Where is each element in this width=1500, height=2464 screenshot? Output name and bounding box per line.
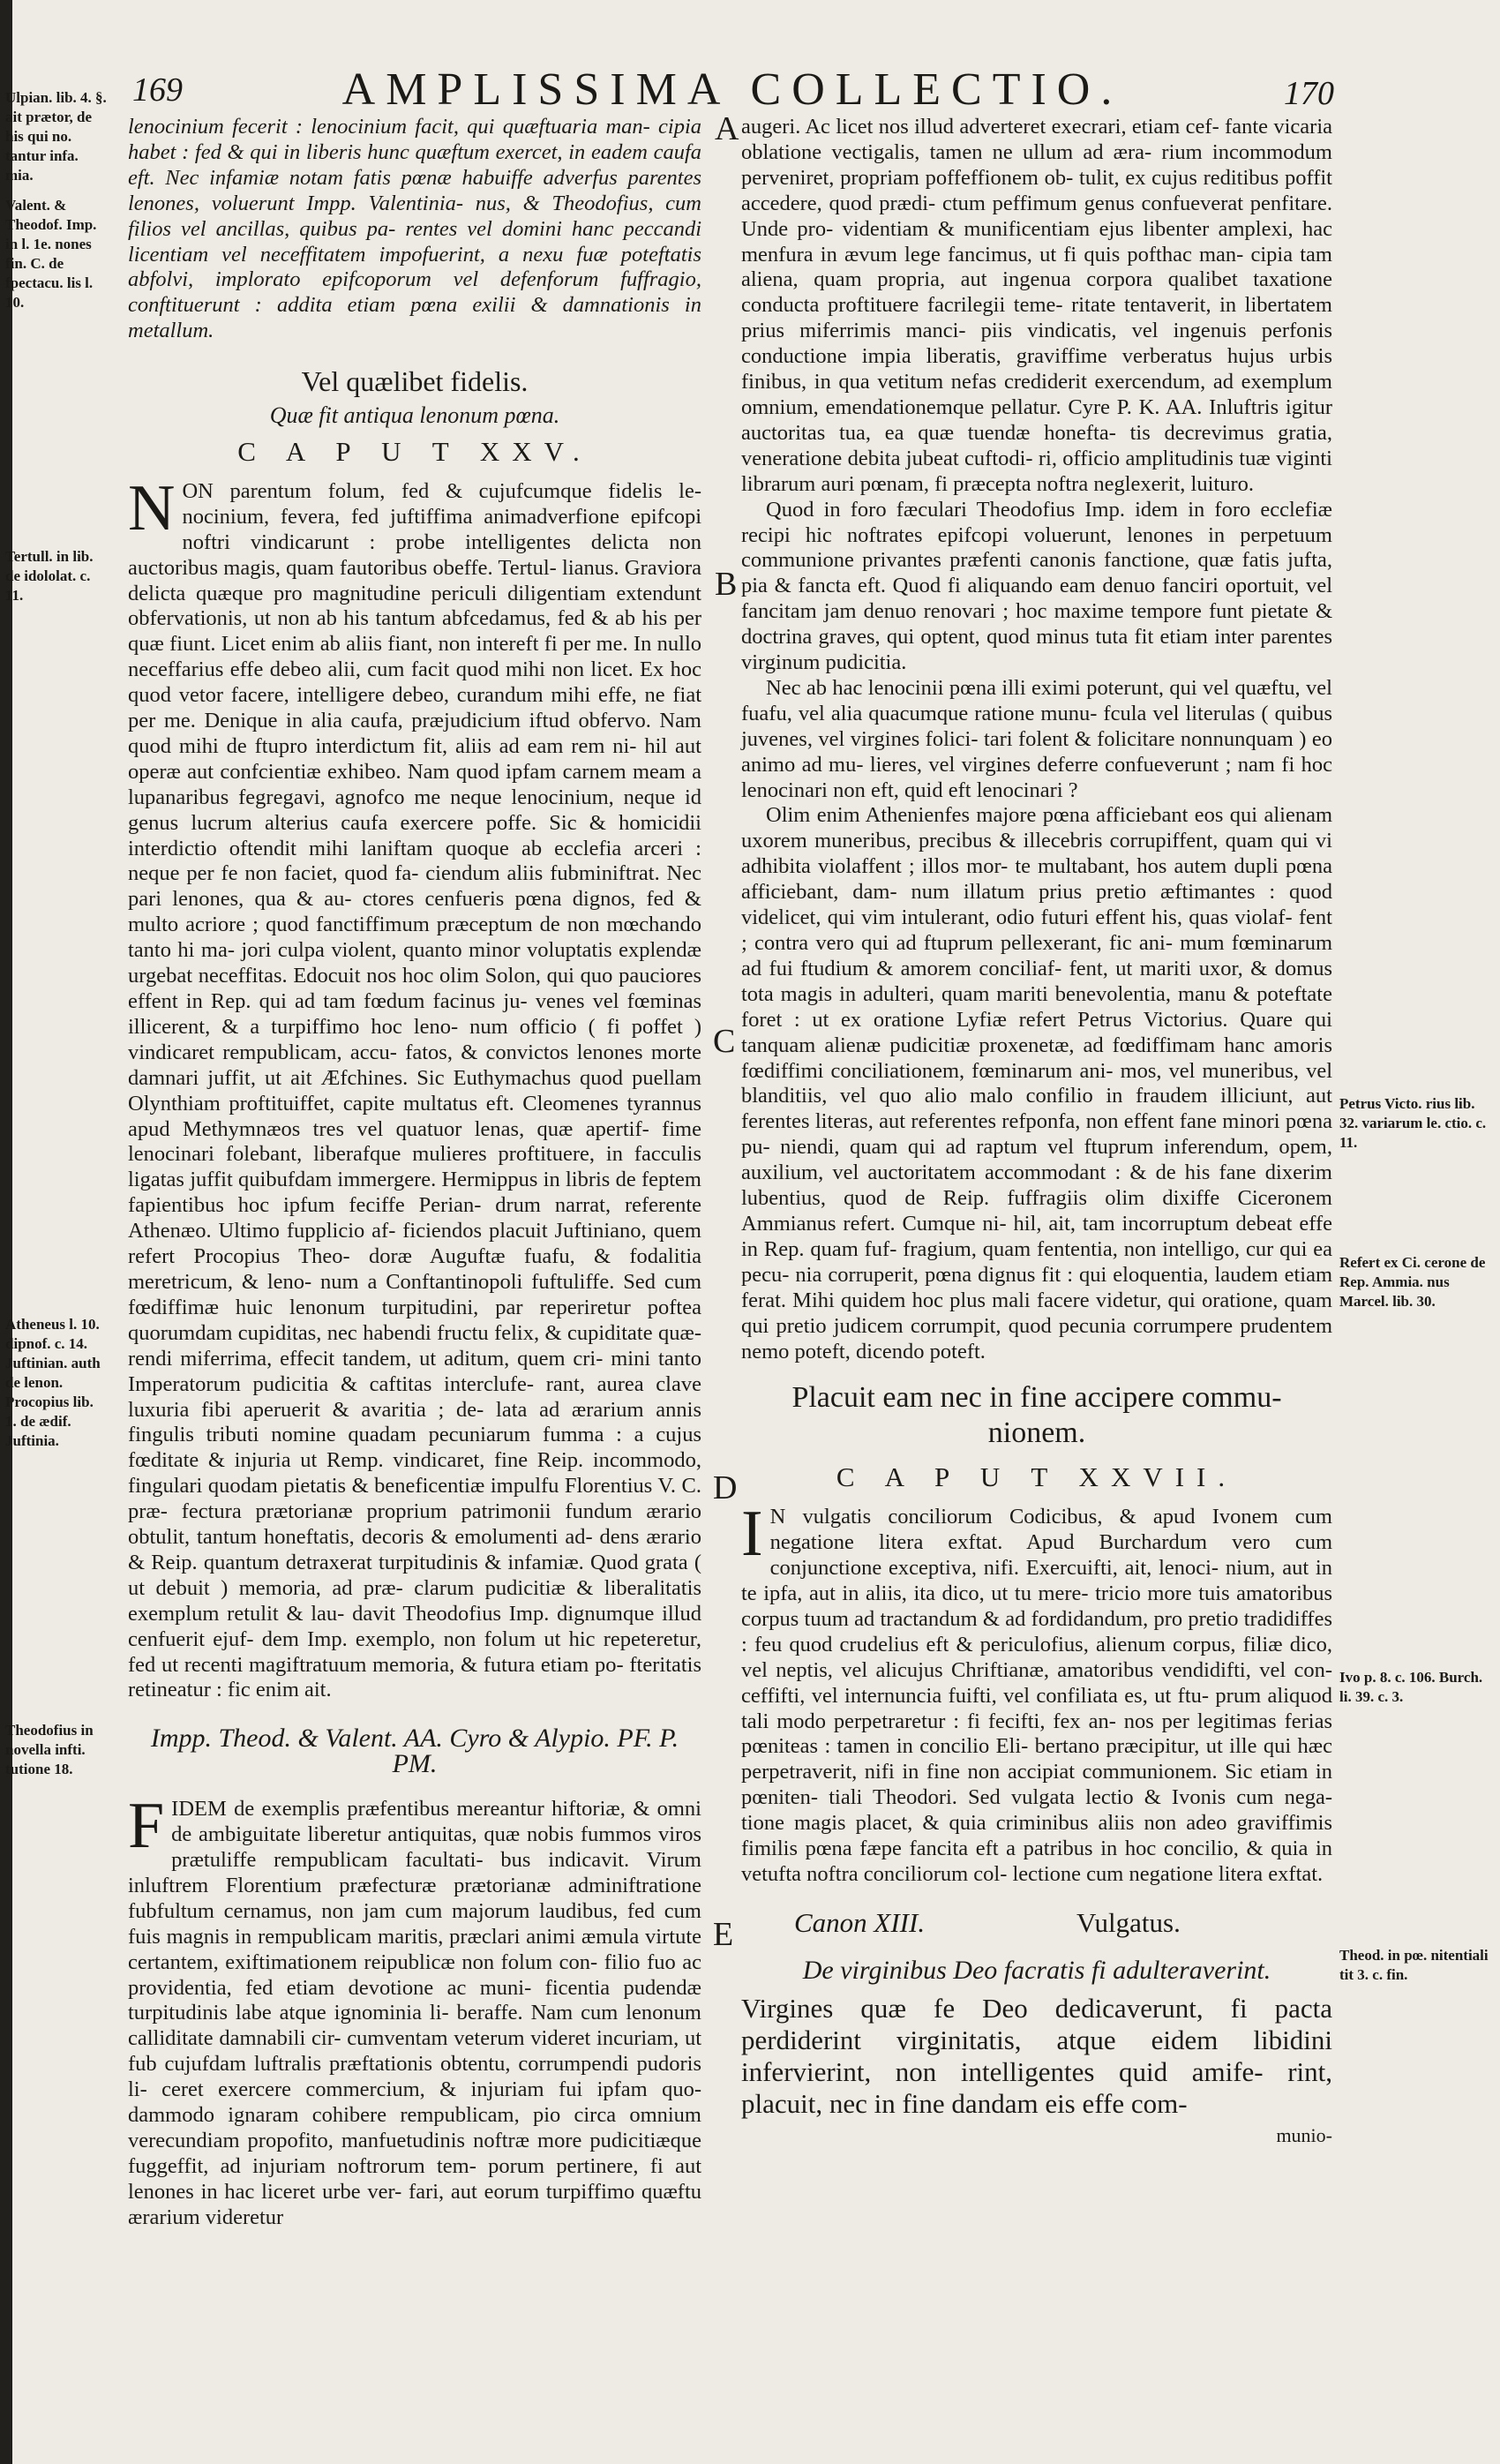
margin-note: Atheneus l. 10. dipnof. c. 14. Juftinian. auth de lenon. Procopius lib. 1. de ædif. Juftinia. — [5, 1316, 101, 1449]
paragraph: Olim enim Athenienfes majore pœna afficiebant eos qui alienam uxorem muneribus, precibus & illecebris corrupiffent, quam qui vi adhibita violaffent ; illos mor- te multabant, hos autem dupli pœna afficiebant, dam- num illatum prius pretio æftimantes : quod videlicet, qui vim intulerant, odio futuri effent his, quas violaf- fent ; contra vero qui ad ftuprum pellexerant, fic ani- mum fœminarum ad fui ftudium & amorem conciliaf- fent, ut mariti uxor, & domus tota magis in adulteri, quam mariti benevolentia, manu & poteftate foret : ut ex oratione Lyfiæ refert Petrus Victorius. Quare qui tanquam alienæ pudicitiæ proxenetæ, ad fœdiffimam hanc amoris fœdiffimi conciliationem, fœminarum ani- mos, vel muneribus, vel blanditiis, vel quo alio malo confilio in fraudem illiciunt, aut ferentes literas, aut referentes refponfa, non effent fane minori pœna pu- niendi, quam qui ad raptum vel ftuprum inferendum, opem, auxilium, vel auctoritatem accommodant : & de his fane dixerim lubentius, quod de Reip. fuffragiis olim dixiffe Ciceronem Ammianus refert. Cumque ni- hil, ait, tam incorruptum debeat effe in Rep. quam fuf- fragium, quam fententia, non intelligo, cur qui ea pecu- nia corruperit, pœna dignus fit : qui eloquentia, laudem etiam ferat. Mihi quidem hoc plus mali facere videtur, qui oratione, quam qui pretio judicem corrumpit, quod pecunia corrumpere prudentem nemo poteft, dicendo poteft. — [741, 803, 1332, 1363]
section-marker: E — [713, 1916, 734, 1953]
margin-note: Theodofius in novella infti. tutione 18. — [5, 1722, 94, 1777]
section-marker: D — [713, 1469, 738, 1506]
canon-heading — [741, 1906, 1332, 1946]
paragraph: augeri. Ac licet nos illud adverteret execrari, etiam cef- fante vicaria oblatione vectigalis, tamen ne ullum ad æra- rium incommodum perveniret, propriam poffeffionem ob- tulit, ex cujus reditibus poffit accedere, quod prædi- ctum peffimum genus confueverat penfitare. Unde pro- videntiam & munificentiam ejus libenter amplexi, hac menfura in ævum lege fancimus, ut fi quis pofthac man- cipia tam aliena, quam propria, aut ingenua corpora qualibet taxatione conducta proftituere facrilegii teme- ritate tentaverit, in libertatem prius miferrimis manci- piis vindicatis, vel ingenuis perfonis conductione impia liberatis, graviffime verberatus hujus urbis finibus, in qua vetitum nefas crediderit exercendum, ad exemplum omnium, emendationemque pellatur. Cyre P. K. AA. Inluftris igitur auctoritas tua, ea quæ tuendæ honefta- tis decrevimus gratia, veneratione debita jubeat cuftodi- ri, officio amplitudinis tuæ viginti librarum auri pœnam, fi præcepta noftra neglexerit, luituro. — [741, 115, 1332, 496]
canon-version: Vulgatus. — [1076, 1906, 1181, 1938]
catchword: munio- — [1276, 2123, 1332, 2146]
paragraph: IDEM de exemplis præfentibus mereantur hiftoriæ, & omni de ambiguitate liberetur antiquitas, quæ nobis fummos viros prætuliffe rempublicam facultati- bus indicavit. Virum inluftrem Florentium præfecturæ prætorianæ adminiftratione fubfultum cernamus, non jam cum majorum laudibus, fed cum fuis magnis in rempublicam maritis, præclari animi æmula virtute certantem, exiftimationem reipublicæ non folum con- filio fuo ac providentia, fed etiam devotione ac muni- ficentia pudendæ turpitudinis labe atque ignominia li- beraffe. Nam cum lenonum calliditate damnabili cir- cumventam veterum videret incuriam, ut fub cujufdam luftralis præftationis obtentu, corrumpendi pudoris li- ceret exercere commercium, & injuriam fui ipfam quo- dammodo ignaram cohibere rempublicam, pio circa omnium verecundiam propofito, manfuetudinis noftræ more pudicitiæque fuggeffit, ad injuriam noftrorum tem- porum pertinere, fi aut lenones in hac liceret urbe ver- fari, aut eorum turpiffimo quæftu ærarium videretur — [128, 1797, 701, 2229]
section-heading: Vel quælibet fidelis. — [301, 365, 529, 398]
chapter-heading: C A P U T XXVII. — [836, 1461, 1238, 1493]
paragraph: N vulgatis conciliorum Codicibus, & apud Ivonem cum negatione litera exftat. Apud Burchardum vero cum conjunctione exceptiva, nifi. Exercuifti, ait, lenoci- nium, aut in te ipfa, aut in aliis, ita dico, ut tu mere- tricio more tuis amatoribus corpus tuum ad tractandum & ad fordidandum, pro pretio tradidiffes : feu quod crudelius eft & periculofius, alienum corpus, filiæ dico, vel neptis, vel alicujus Chriftianæ, amatoribus vendidifti, vel con- ceffifti, vel internuncia fuifti, vel confiliata es, ut ftu- prum aliquod tali modo perpetraretur : fi fecifti, fex an- nos per legitimas ferias pœniteas : tamen in concilio Eli- bertano præcipitur, ut ille qui hæc perpetraverit, nifi in fine non accipiat communionem. Sic etiam in pœniten- tiali Theodori. Sed vulgata lectio & Ivonis cum nega- tione magis placet, & quia criminibus aliis non adeo graviffimis fimilis pœna fæpe fancita eft a patribus in hoc concilio, & quia in vetufta noftra conciliorum col- lectione cum negatione litera exftat. — [741, 1505, 1332, 1886]
margin-note: Theod. in pœ. nitentiali tit 3. c. fin. — [1339, 1947, 1489, 1983]
section-marker: B — [715, 566, 738, 603]
left-column — [128, 115, 701, 2231]
margin-note: Valent. & Theodof. Imp. in l. 1e. nones fin. C. de fpectacu. lis l. 10. — [5, 197, 97, 311]
page-number-left: 169 — [132, 71, 183, 109]
section-marker: A — [715, 110, 739, 147]
paragraph: Quod in foro fæculari Theodofius Imp. idem in foro ecclefiæ recipi hic noftrates epifcopi voluerunt, lenones in perpetuum communione privantes præfenti canonis fanctione, quæ fatis jufta, pia & fancta eft. Quod fi aliquando eam denuo fanciri oportuit, vel fancitam jam denuo renovari ; hoc maxime tempore funt pietate & doctrina graves, qui optent, quod minus tuta fit etiam inter parentes virginum pudicitia. — [741, 497, 1332, 675]
drop-cap: N — [128, 471, 176, 545]
decree-heading: Impp. Theod. & Valent. AA. Cyro & Alypio. PF. P. PM. — [150, 1724, 679, 1779]
binding-shadow — [0, 0, 12, 2464]
margin-note: Tertull. in lib. de idololat. c. 11. — [5, 548, 94, 604]
running-title: AMPLISSIMA COLLECTIO. — [341, 64, 1123, 115]
paragraph: lenocinium fecerit : lenocinium facit, qui quæftuaria man- cipia habet : fed & qui in liberis hunc quæftum exercet, in eadem caufa eft. Nec infamiæ notam fatis pœnæ habuiffe adverfus parentes lenones, voluerunt Impp. Valentinia- nus, & Theodofius, cum filios vel ancillas, quibus pa- rentes vel domini hanc peccandi licentiam vel neceffitatem impofuerint, a nexu fuæ poteftatis abfolvi, implorato epifcoporum vel defenforum fuffragio, conftituerunt : addita etiam pœna exilii & damnationis in metallum. — [128, 115, 701, 343]
drop-cap: F — [128, 1790, 165, 1863]
subheading: Quæ fit antiqua lenonum pœna. — [269, 402, 560, 429]
right-column — [741, 115, 1332, 2149]
canon-number: Canon XIII. — [794, 1906, 926, 1938]
section-marker: C — [713, 1023, 736, 1060]
drop-cap: I — [741, 1498, 763, 1571]
chapter-heading: C A P U T XXV. — [237, 435, 592, 467]
margin-note: Refert ex Ci. cerone de Rep. Ammia. nus Marcel. lib. 30. — [1339, 1254, 1486, 1310]
canon-title: De virginibus Deo facratis fi adulteraverint. — [802, 1955, 1271, 1985]
canon-text: Virgines quæ fe Deo dedicaverunt, fi pacta perdiderint virginitatis, atque eidem libidini infervierint, non intelligentes quid amife- rint, placuit, nec in fine dandam eis effe com- — [741, 1992, 1332, 2119]
margin-note: Ulpian. lib. 4. §. ait prætor, de his qui no. tantur infa. mia. — [5, 89, 107, 184]
margin-note: Ivo p. 8. c. 106. Burch. li. 39. c. 3. — [1339, 1669, 1483, 1705]
section-heading: Placuit eam nec in fine accipere commu- nionem. — [791, 1381, 1282, 1450]
paragraph: ON parentum folum, fed & cujufcumque fidelis le- nocinium, fevera, fed juftiffima animadverfione epifcopi noftri vindicarunt : probe intelligentes delicta non auctoribus magis, quam fautoribus obeffe. Tertul- lianus. Graviora delicta quæque pro magnitudine periculi diligentiam extendunt obfervationis, ut non ab his tantum abfcedamus, fed & ab his per quæ fiunt. Licet enim ab aliis fiant, non intereft fi per me. In nullo neceffarius effe debeo alii, cum facit quod mihi non licet. Ex hoc quod vetor facere, intelligere debeo, curandum mihi effe, ne fiat per me. Denique in alia caufa, præjudicium iftud obfervo. Nam quod mihi de ftupro interdictum fit, aliis ad eam rem ni- hil aut operæ aut confcientiæ exhibeo. Nam quod ipfam carnem meam a lupanaribus fegregavi, agnofco me neque lenocinium, neque id genus lucrum alterius caufa exercere poffe. Sic & homicidii interdictio oftendit mihi laniftam quoque ab ecclefia arceri : neque per fe non faciet, quod fa- ciendum aliis fubminiftrat. Nec pari lenones, qua & au- ctores cenfueris pœna dignos, fed & multo acriore ; quod fanctiffimum præceptum de non mœchando tanto hi ma- jori culpa violent, quanto minor voluptatis explendæ urgebat neceffitas. Edocuit nos hoc olim Solon, qui quo pauciores effent in Rep. qui ad tam fœdum facinus ju- venes vel fœminas illicerent, & a turpiffimo hoc leno- num officio ( fi poffet ) vindicaret rempublicam, accu- fatos, & convictos lenones morte damnari juffit, ut ait Æfchines. Sic Euthymachus quod puellam Olynthiam proftituiffet, capite multatus eft. Cleomenes tyrannus apud Methymnæos tres vel quatuor lenas, quæ apertif- fime lenocinari folebant, liberafque mulieres proftituere, in facculis ligatas juffit quibufdam immergere. Hermippus in libris de feptem fapientibus hoc ipfum feciffe Perian- drum narrat, referente Athenæo. Ultimo fupplicio af- ficiendos placuit Juftiniano, quem refert Procopius Theo- doræ Auguftæ fuafu, & fodalitia meretricum, & leno- num a Conftantinopoli fuftuliffe. Sed cum fœdiffimæ huic lenonum turpitudini, par reperiretur poftea quorumdam cupiditas, nec habendi fructu felix, & cupiditate quæ- rendi miferrima, effecit tandem, ut aditum, quem cri- mini tanto Imperatorum pudicitia & caftitas interclufe- rant, aurea clave luxuria fibi aperuerit & avaritia ; de- lata ad ærarium annis fingulis tributi nomine quadam pecuniarum fumma : a cujus fœditate & injuria ut Remp. vindicaret, fine Reip. incommodo, fingulari quodam pietatis & beneficentiæ impulfu Florentius V. C. præ- fectura prætorianæ proprium patrimonii fundum ærario obtulit, tantum honeftatis, decoris & emolumenti ad- dens ærario & Reip. quantum detraxerat turpitudinis & infamiæ. Quod grata ( ut debuit ) memoria, ad præ- clarum pudicitiæ & liberalitatis exemplum retulit & lau- davit Theodofius Imp. dignumque illud cenfuerit ejuf- dem Imp. exemplo, non folum ut hic repeteretur, fed ut recenti magiftratuum memoria, & futura etiam po- fteritatis retineatur : fic enim ait. — [128, 478, 701, 1702]
paragraph: Nec ab hac lenocinii pœna illi eximi poterunt, qui vel quæftu, vel fuafu, vel alia quacumque ratione munu- fcula vel literulas ( quibus juvenes, vel virgines folici- tari folent & folicitare nonnunquam ) eo animo ad mu- lieres, vel virgines deferre confueverunt ; nam fi hoc lenocinari non eft, quid eft lenocinari ? — [741, 675, 1332, 802]
page-number-right: 170 — [1284, 75, 1334, 112]
margin-note: Petrus Victo. rius lib. 32. variarum le. ctio. c. 11. — [1339, 1095, 1487, 1151]
